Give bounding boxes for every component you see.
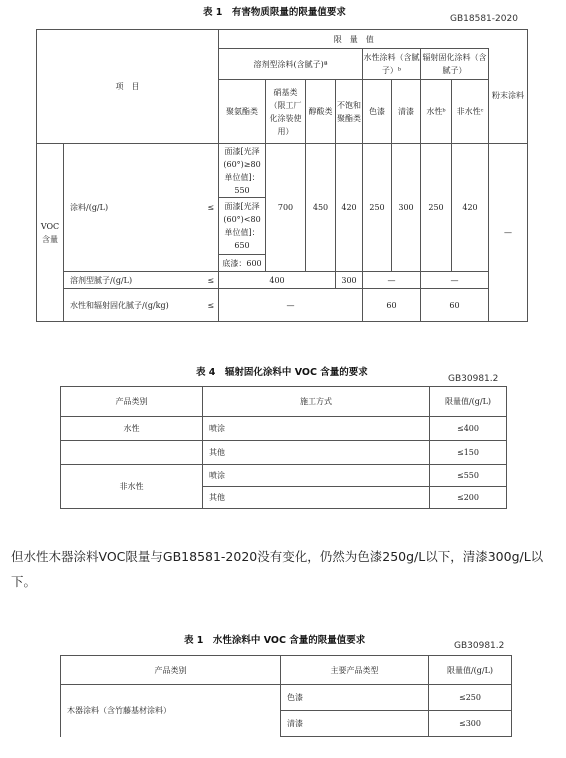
t4-header-limit: 限量值/(g/L) <box>430 387 507 417</box>
putty-water-water-value: 60 <box>363 289 421 322</box>
pu-primer: 底漆：600 <box>219 255 266 272</box>
t4-row-value: ≤200 <box>430 487 507 509</box>
table4-radiation-voc <box>60 386 507 509</box>
water-clear-value: 300 <box>392 144 421 272</box>
t1b-row-type: 色漆 <box>281 685 429 711</box>
table1-hazard-limits <box>36 29 528 322</box>
putty-water-le: ≤ <box>204 289 219 322</box>
t4-header-method: 施工方式 <box>203 387 430 417</box>
header-nitro: 硝基类（限工厂化涂装使用） <box>266 80 306 144</box>
putty-water-solvent-value: — <box>219 289 363 322</box>
table1b-waterborne-voc <box>60 655 512 737</box>
putty-solvent-label: 溶剂型腻子/(g/L) <box>64 272 204 289</box>
putty-solvent-up-value: 300 <box>336 272 363 289</box>
table1b-standard-code: GB30981.2 <box>454 641 505 651</box>
putty-water-rad-value: 60 <box>421 289 489 322</box>
t1b-header-limit: 限量值/(g/L) <box>429 656 512 685</box>
t1b-category: 木器涂料（含竹藤基材涂料） <box>61 685 281 737</box>
voc-content-label: VOC含量 <box>37 144 64 322</box>
putty-solvent-water-value: — <box>363 272 421 289</box>
t4-row-category <box>61 441 203 465</box>
header-limit-value: 限 量 值 <box>219 30 489 49</box>
coating-label: 涂料/(g/L) <box>64 144 204 272</box>
t4-row-method: 其他 <box>203 487 430 509</box>
powder-value: — <box>489 144 528 322</box>
t4-row-value: ≤550 <box>430 465 507 487</box>
putty-solvent-rad-value: — <box>421 272 489 289</box>
header-color-paint: 色漆 <box>363 80 392 144</box>
rad-water-value: 250 <box>421 144 452 272</box>
alkyd-value: 450 <box>306 144 336 272</box>
t4-row-value: ≤400 <box>430 417 507 441</box>
table4-standard-code: GB30981.2 <box>448 374 499 384</box>
header-alkyd: 醇酸类 <box>306 80 336 144</box>
header-clear-paint: 清漆 <box>392 80 421 144</box>
pu-topcoat-low-gloss: 面漆[光泽(60°)<80 单位值]：650 <box>219 198 266 255</box>
header-item: 项 目 <box>37 30 219 144</box>
rad-nonwater-value: 420 <box>452 144 489 272</box>
header-radiation-coating: 辐射固化涂料（含腻子） <box>421 49 489 80</box>
water-color-value: 250 <box>363 144 392 272</box>
t4-header-category: 产品类别 <box>61 387 203 417</box>
table4-title: 表 4 辐射固化涂料中 VOC 含量的要求 <box>196 367 368 378</box>
coating-le: ≤ <box>204 144 219 272</box>
t1b-row-type: 清漆 <box>281 711 429 737</box>
t1b-row-value: ≤300 <box>429 711 512 737</box>
up-value: 420 <box>336 144 363 272</box>
header-water-coating: 水性涂料（含腻子）ᵇ <box>363 49 421 80</box>
header-non-waterborne: 非水性ᶜ <box>452 80 489 144</box>
header-unsaturated-polyester: 不饱和聚酯类 <box>336 80 363 144</box>
t1b-header-type: 主要产品类型 <box>281 656 429 685</box>
t4-row-category: 非水性 <box>61 465 203 509</box>
t1b-row-value: ≤250 <box>429 685 512 711</box>
t4-row-method: 喷涂 <box>203 417 430 441</box>
header-solvent-coating: 溶剂型涂料(含腻子)ª <box>219 49 363 80</box>
table1-title: 表 1 有害物质限量的限量值要求 <box>203 7 346 18</box>
t4-row-method: 喷涂 <box>203 465 430 487</box>
putty-solvent-value: 400 <box>219 272 336 289</box>
pu-topcoat-high-gloss: 面漆[光泽(60°)≥80 单位值]：550 <box>219 144 266 198</box>
putty-solvent-le: ≤ <box>204 272 219 289</box>
header-waterborne: 水性ᵇ <box>421 80 452 144</box>
body-paragraph: 但水性木器涂料VOC限量与GB18581-2020没有变化，仍然为色漆250g/L以下，清漆300g/L以下。 <box>11 549 544 589</box>
t4-row-value: ≤150 <box>430 441 507 465</box>
t4-row-method: 其他 <box>203 441 430 465</box>
header-polyurethane: 聚氨酯类 <box>219 80 266 144</box>
putty-water-label: 水性和辐射固化腻子/(g/kg) <box>64 289 204 322</box>
nc-value: 700 <box>266 144 306 272</box>
t1b-header-category: 产品类别 <box>61 656 281 685</box>
header-powder-coating: 粉末涂料 <box>489 49 528 144</box>
table1b-title: 表 1 水性涂料中 VOC 含量的限量值要求 <box>184 635 366 646</box>
table1-standard-code: GB18581-2020 <box>450 14 518 24</box>
t4-row-category: 水性 <box>61 417 203 441</box>
